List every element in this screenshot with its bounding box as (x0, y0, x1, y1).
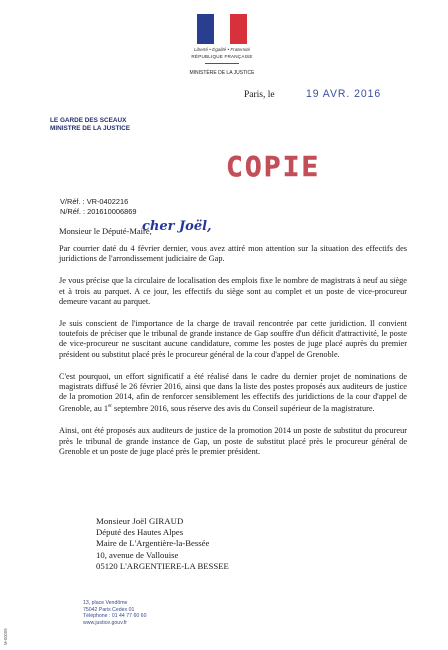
footer-website: www.justice.gouv.fr (83, 619, 128, 626)
marianne-flag-icon (197, 14, 247, 44)
salutation: Monsieur le Député-Maire, (59, 226, 152, 236)
paragraph: Je vous précise que la circulaire de localisation des emplois fixe le nombre de magistrats à neuf au siège et à trois au parquet. A ce jour, les effectifs du siège sont au complet et un poste de vice-procureur demeure vacant au parquet. (59, 276, 407, 306)
your-reference: V/Réf. : VR-0402216 (60, 197, 129, 206)
logo-divider (205, 63, 239, 64)
paragraph: Par courrier daté du 4 février dernier, vous avez attiré mon attention sur la situation des effectifs des juridictions de l'arrondissement judiciaire de Gap. (59, 244, 407, 264)
footer-city: 75042 Paris Cedex 01 (83, 606, 135, 613)
addressee-role: Maire de L'Argentière-la-Bessée (96, 538, 210, 549)
our-reference: N/Réf. : 201610006869 (60, 206, 137, 216)
sender-ministry: MINISTRE DE LA JUSTICE (50, 125, 131, 132)
document-code: M-00009 (3, 628, 8, 645)
sender-title: LE GARDE DES SCEAUX (50, 117, 127, 124)
republic-label: RÉPUBLIQUE FRANÇAISE (191, 54, 253, 59)
footer-phone: Téléphone : 01 44 77 60 60 (83, 613, 147, 620)
paragraph: Ainsi, ont été proposés aux auditeurs de justice de la promotion 2014 un poste de substitut du procureur près le tribunal de grande instance de Gap, un poste de substitut placé près le procureur général de Grenoble et un poste de juge placé près le premier président. (59, 426, 407, 456)
addressee-title: Député des Hautes Alpes (96, 527, 184, 538)
references (60, 197, 136, 216)
handwritten-greeting: cher Joël, (142, 219, 212, 234)
republic-motto: Liberté • Égalité • Fraternité (193, 47, 251, 52)
addressee-name: Monsieur Joël GIRAUD (96, 516, 184, 526)
paragraph: C'est pourquoi, un effort significatif a été réalisé dans le cadre du dernier projet de nominations de magistrats diffusé le 26 février 2016, ainsi que dans la liste des postes proposés aux auditeurs de justice de la promotion 2014, afin de renforcer sensiblement les effectifs des juridictions de la cour d'appel de Grenoble, au 1er septembre 2016, sous réserve des avis du Conseil supérieur de la magistrature. (59, 371, 407, 414)
paragraph: Je suis conscient de l'importance de la charge de travail rencontrée par cette juridiction. Il convient toutefois de préciser que le tribunal de grande instance de Gap souffre d'un déficit d'attractivité, le poste de vice-procureur ne suscitant aucune candidature, comme les postes de juge placé auprès du premier président ou substitut placé près le procureur général de la cour d'appel de Grenoble. (59, 319, 407, 359)
footer-street: 13, place Vendôme (83, 600, 128, 606)
ministry-label: MINISTÈRE DE LA JUSTICE (189, 70, 255, 76)
copy-stamp: COPIE (226, 150, 321, 183)
addressee-street: 10, avenue de Vallouise (96, 549, 179, 560)
ministry-logo (183, 14, 261, 84)
sender-block (50, 117, 130, 133)
addressee-city: 05120 L'ARGENTIERE-LA BESSEE (96, 560, 229, 571)
addressee-block (96, 516, 229, 572)
date-stamp: 19 AVR. 2016 (306, 88, 382, 100)
letter-body (59, 244, 407, 469)
footer-address (83, 600, 146, 626)
letter-place: Paris, le (244, 90, 275, 100)
